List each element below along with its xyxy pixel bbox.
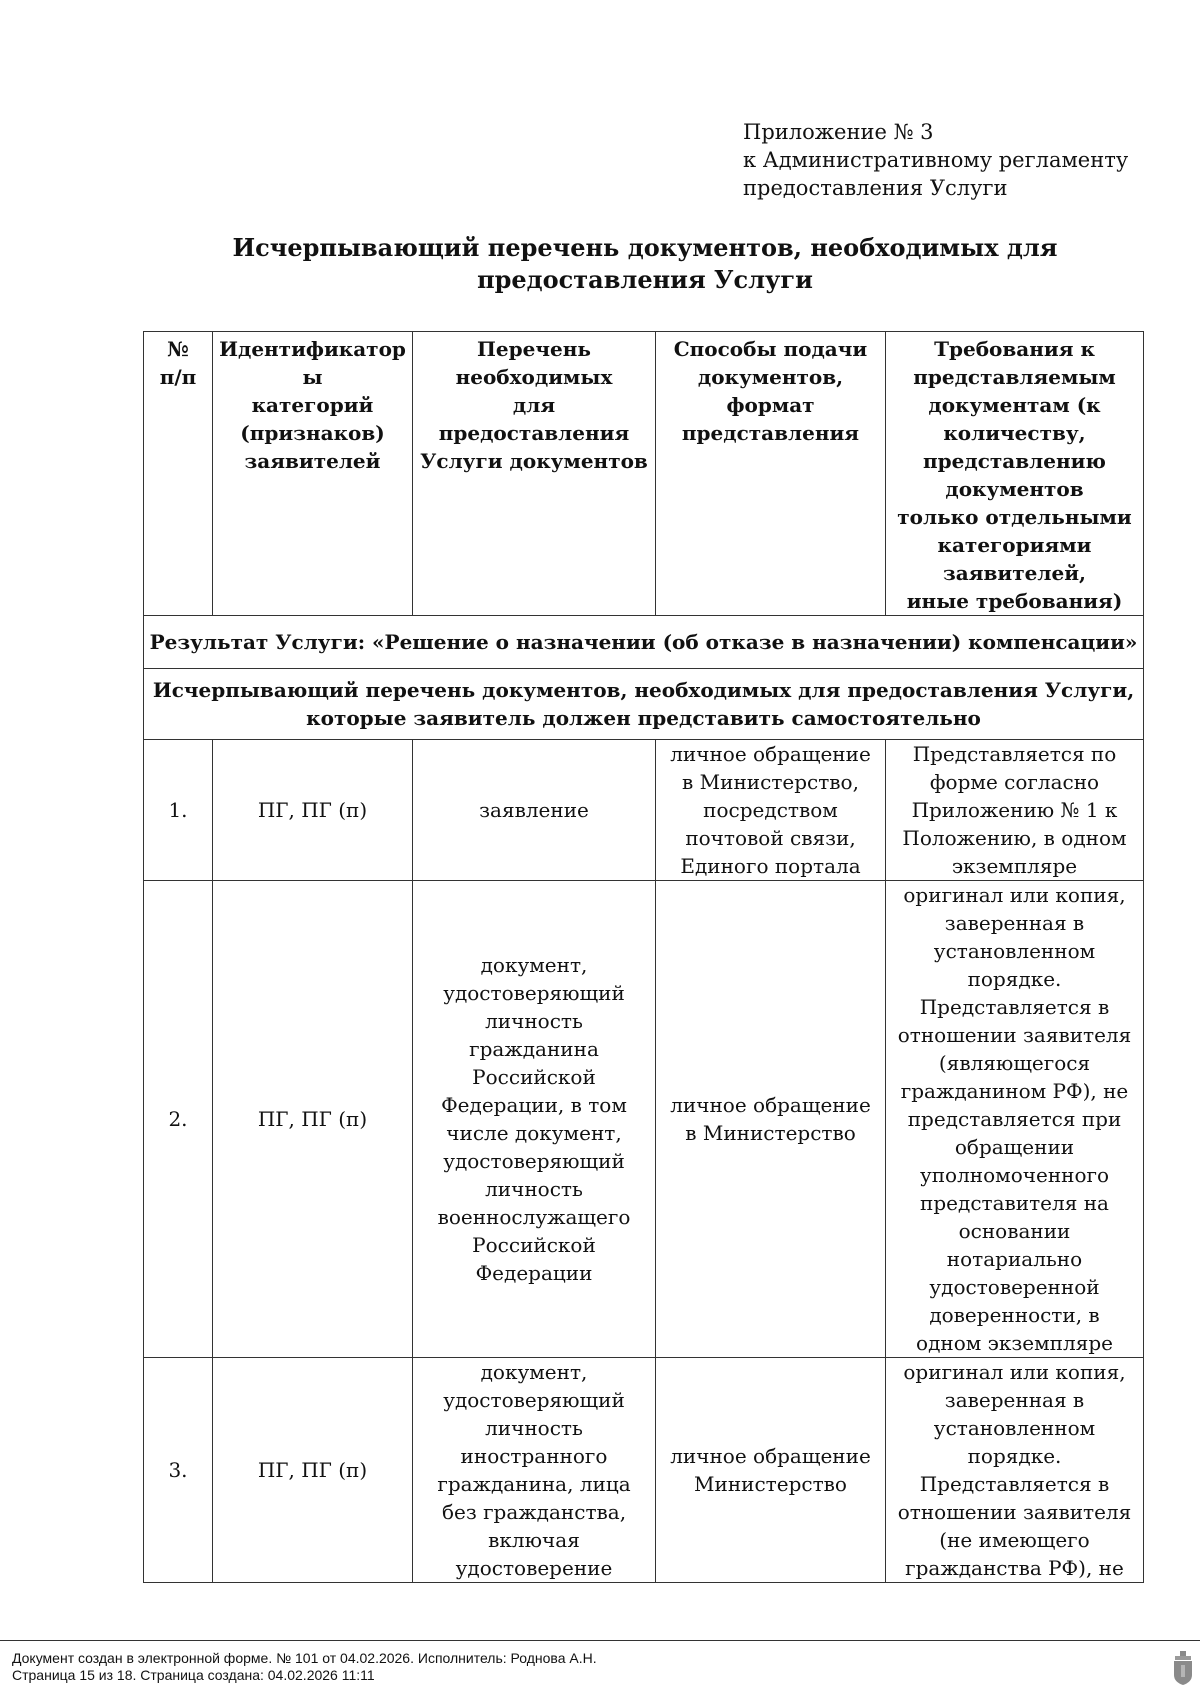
row-categories: ПГ, ПГ (п) [213,1358,413,1583]
document-title-line-1: Исчерпывающий перечень документов, необходимых для [232,233,1058,262]
row-document: документ, удостоверяющий личность иностранного гражданина, лица без гражданства, включая удостоверение [413,1358,656,1583]
header-requirements: Требования к представляемым документам (к количеству, представлению документов только отдельными категориями заявителей, иные требования) [886,332,1144,616]
appendix-line-3: предоставления Услуги [743,176,1008,200]
list-section-label: Исчерпывающий перечень документов, необходимых для предоставления Услуги, которые заявитель должен представить самостоятельно [144,669,1144,740]
appendix-header [743,118,1128,202]
footer-line-1: Документ создан в электронной форме. № 101 от 04.02.2026. Исполнитель: Роднова А.Н. [12,1650,597,1666]
document-title [140,232,1150,296]
table-row [144,881,1144,1358]
table-row [144,740,1144,881]
list-section-row [144,669,1144,740]
row-methods: личное обращение в Министерство [656,881,886,1358]
header-categories: Идентификатор ы категорий (признаков) заявителей [213,332,413,616]
row-methods: личное обращение в Министерство, посредством почтовой связи, Единого портала [656,740,886,881]
document-footer [0,1640,1200,1683]
document-title-line-2: предоставления Услуги [477,265,813,294]
result-section-label: Результат Услуги: «Решение о назначении (об отказе в назначении) компенсации» [144,616,1144,669]
row-requirements: оригинал или копия, заверенная в установленном порядке. Представляется в отношении заявителя (не имеющего гражданства РФ), не [886,1358,1144,1583]
row-number: 1. [144,740,213,881]
documents-table [143,331,1144,1583]
header-methods: Способы подачи документов, формат представления [656,332,886,616]
row-requirements: оригинал или копия, заверенная в установленном порядке. Представляется в отношении заявителя (являющегося гражданином РФ), не представляется при обращении уполномоченного представителя на основании нотариально удостоверенной доверенности, в одном экземпляре [886,881,1144,1358]
table-row [144,1358,1144,1583]
coat-of-arms-icon [1172,1651,1194,1685]
row-document: заявление [413,740,656,881]
header-number: № п/п [144,332,213,616]
result-section-row [144,616,1144,669]
table-header-row [144,332,1144,616]
row-document: документ, удостоверяющий личность гражданина Российской Федерации, в том числе документ, удостоверяющий личность военнослужащего Российской Федерации [413,881,656,1358]
header-documents: Перечень необходимых для предоставления Услуги документов [413,332,656,616]
row-methods: личное обращение Министерство [656,1358,886,1583]
appendix-line-1: Приложение № 3 [743,120,934,144]
appendix-line-2: к Административному регламенту [743,148,1129,172]
row-number: 2. [144,881,213,1358]
row-requirements: Представляется по форме согласно Приложению № 1 к Положению, в одном экземпляре [886,740,1144,881]
row-categories: ПГ, ПГ (п) [213,740,413,881]
row-categories: ПГ, ПГ (п) [213,881,413,1358]
footer-line-2: Страница 15 из 18. Страница создана: 04.02.2026 11:11 [12,1667,375,1683]
row-number: 3. [144,1358,213,1583]
